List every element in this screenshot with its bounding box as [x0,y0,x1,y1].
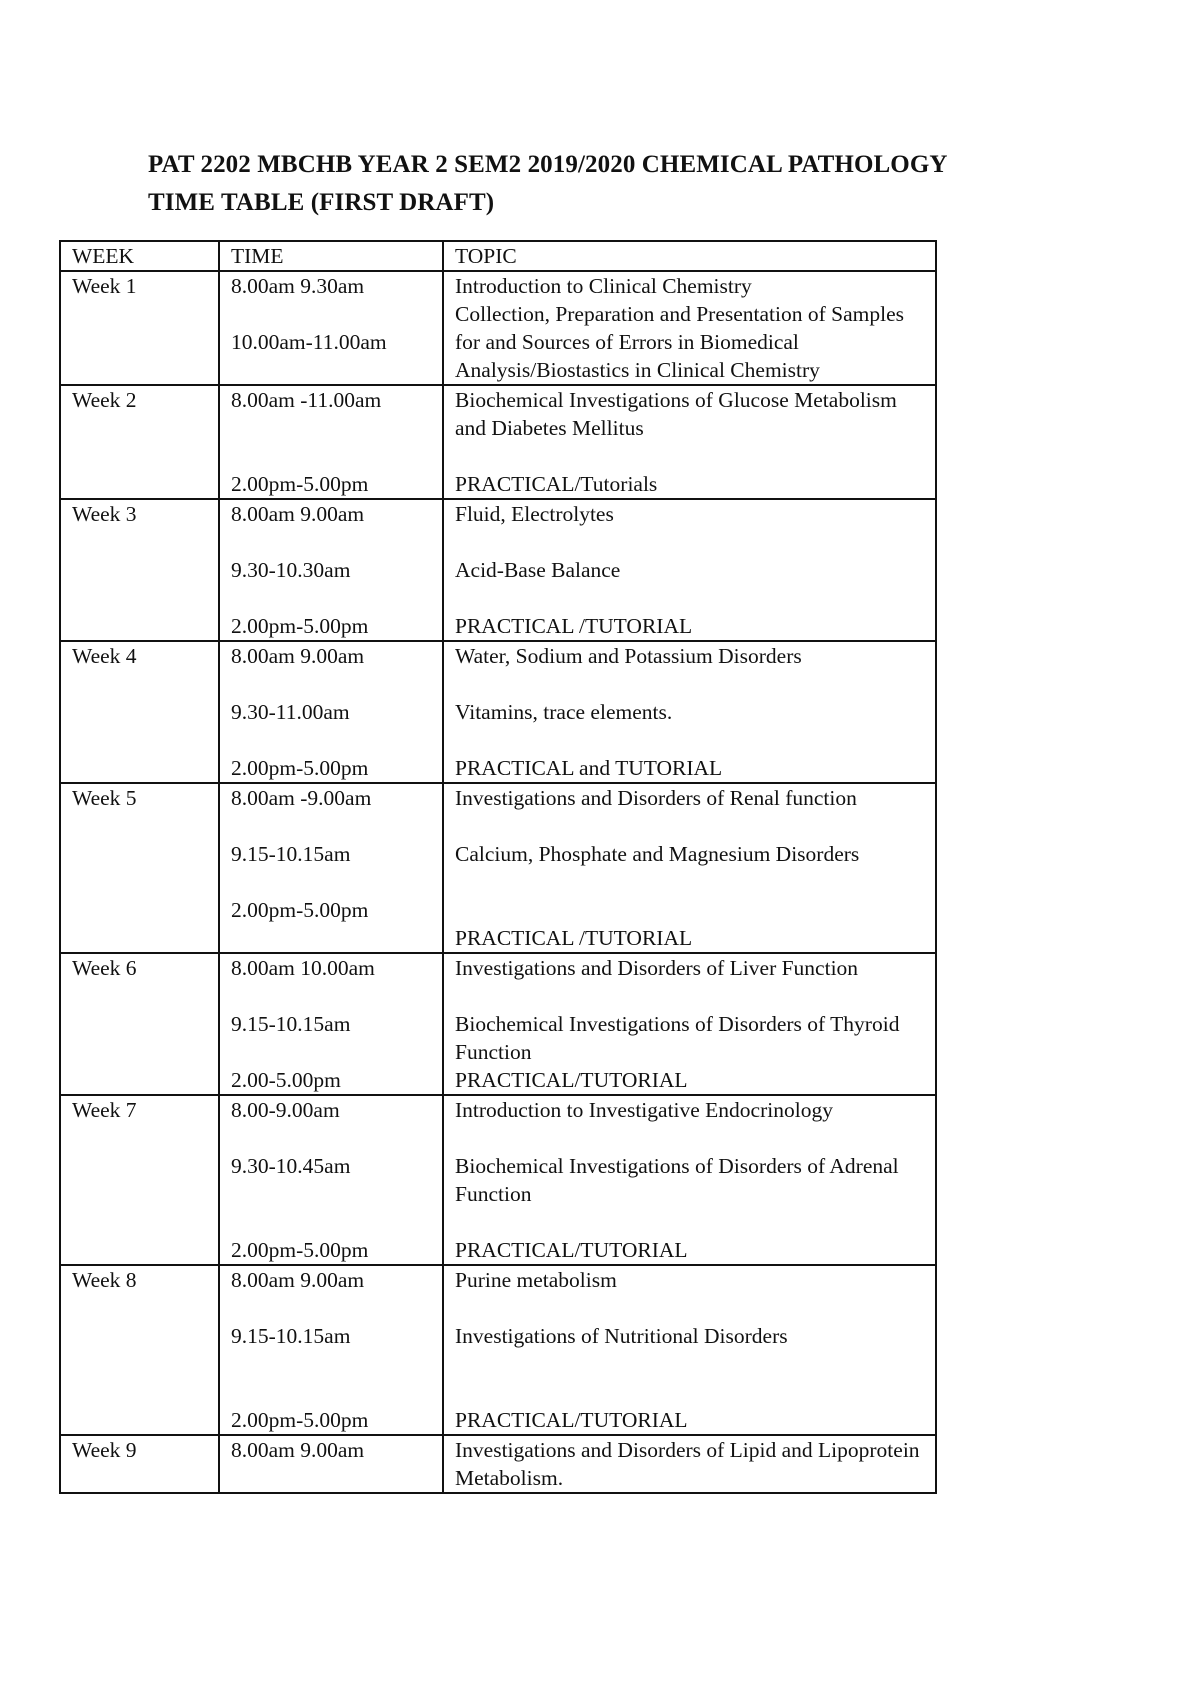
table-row [60,1435,936,1493]
topic-cell: Biochemical Investigations of Glucose Metabolism and Diabetes Mellitus PRACTICAL/Tutorials [443,385,936,499]
topic-cell: Water, Sodium and Potassium Disorders Vitamins, trace elements. PRACTICAL and TUTORIAL [443,641,936,783]
time-cell: 8.00am 10.00am 9.15-10.15am 2.00-5.00pm [219,953,443,1095]
time-cell: 8.00-9.00am 9.30-10.45am 2.00pm-5.00pm [219,1095,443,1265]
topic-cell: Investigations and Disorders of Renal function Calcium, Phosphate and Magnesium Disorders PRACTICAL /TUTORIAL [443,783,936,953]
table-row [60,385,936,499]
table-header-row [60,241,936,271]
title-line-1: PAT 2202 MBCHB YEAR 2 SEM2 2019/2020 CHEMICAL PATHOLOGY [148,151,948,178]
topic-cell: Investigations and Disorders of Liver Function Biochemical Investigations of Disorders of Thyroid Function PRACTICAL/TUTORIAL [443,953,936,1095]
topic-cell: Introduction to Investigative Endocrinology Biochemical Investigations of Disorders of Adrenal Function PRACTICAL/TUTORIAL [443,1095,936,1265]
time-cell: 8.00am -9.00am 9.15-10.15am 2.00pm-5.00pm [219,783,443,953]
time-cell: 8.00am -11.00am 2.00pm-5.00pm [219,385,443,499]
week-cell: Week 8 [60,1265,219,1435]
table-row [60,1265,936,1435]
header-week: WEEK [60,241,219,271]
topic-cell: Introduction to Clinical Chemistry Collection, Preparation and Presentation of Samples for and Sources of Errors in Biomedical Analysis/Biostastics in Clinical Chemistry [443,271,936,385]
week-cell: Week 1 [60,271,219,385]
header-topic: TOPIC [443,241,936,271]
topic-cell: Purine metabolism Investigations of Nutritional Disorders PRACTICAL/TUTORIAL [443,1265,936,1435]
week-cell: Week 7 [60,1095,219,1265]
week-cell: Week 9 [60,1435,219,1493]
week-cell: Week 2 [60,385,219,499]
table-row [60,1095,936,1265]
week-cell: Week 3 [60,499,219,641]
table-row [60,499,936,641]
week-cell: Week 6 [60,953,219,1095]
document-title [148,146,948,222]
timetable [59,240,937,1494]
time-cell: 8.00am 9.00am [219,1435,443,1493]
time-cell: 8.00am 9.00am 9.15-10.15am 2.00pm-5.00pm [219,1265,443,1435]
time-cell: 8.00am 9.00am 9.30-11.00am 2.00pm-5.00pm [219,641,443,783]
topic-cell: Fluid, Electrolytes Acid-Base Balance PRACTICAL /TUTORIAL [443,499,936,641]
time-cell: 8.00am 9.30am 10.00am-11.00am [219,271,443,385]
header-time: TIME [219,241,443,271]
title-line-2: TIME TABLE (FIRST DRAFT) [148,189,495,216]
week-cell: Week 5 [60,783,219,953]
table-row [60,271,936,385]
topic-cell: Investigations and Disorders of Lipid and Lipoprotein Metabolism. [443,1435,936,1493]
table-row [60,783,936,953]
week-cell: Week 4 [60,641,219,783]
table-row [60,953,936,1095]
table-row [60,641,936,783]
time-cell: 8.00am 9.00am 9.30-10.30am 2.00pm-5.00pm [219,499,443,641]
